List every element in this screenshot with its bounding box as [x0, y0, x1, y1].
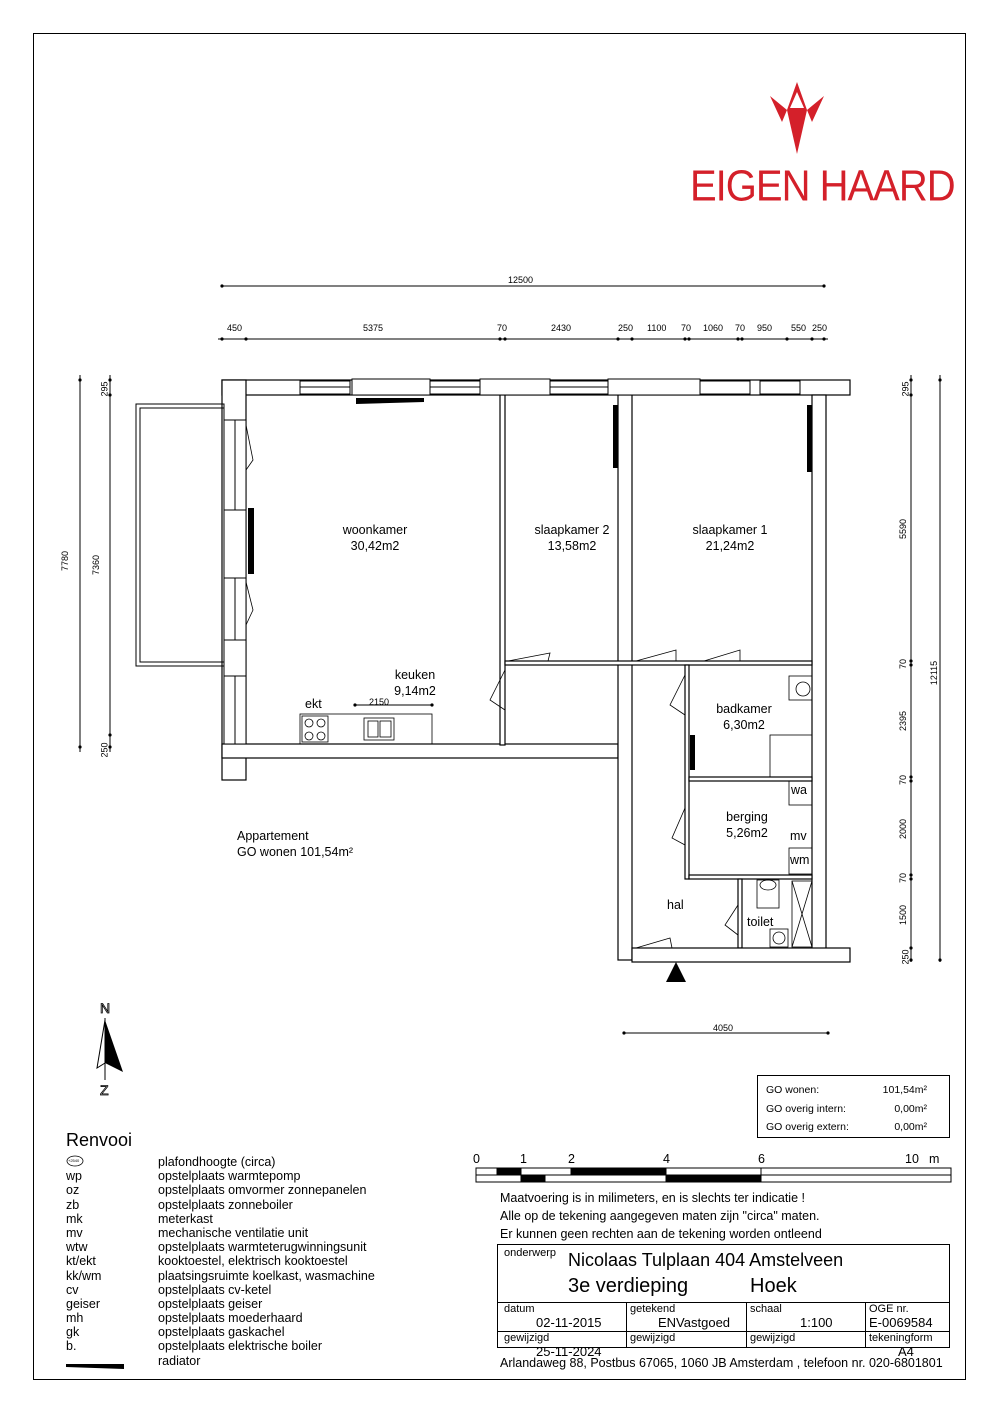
legend-key: mk — [66, 1211, 83, 1226]
schaal-label: schaal — [750, 1303, 782, 1315]
room-badkamer — [706, 701, 782, 733]
datum-label: datum — [504, 1303, 535, 1315]
dim-left-inner-1: 7360 — [91, 554, 102, 576]
dim-right-inner-4: 70 — [898, 774, 909, 786]
legend-value: plafondhoogte (circa) — [158, 1155, 276, 1169]
room-badkamer-name: badkamer — [716, 702, 772, 716]
dim-left-inner-0: 295 — [99, 381, 110, 397]
tekeningform-value: A4 — [898, 1344, 914, 1359]
gewijzigd2-label: gewijzigd — [630, 1332, 676, 1344]
legend-value: mechanische ventilatie unit — [158, 1225, 309, 1240]
legend-value: opstelplaats moederhaard — [158, 1311, 303, 1326]
legend-key: gk — [66, 1325, 80, 1340]
dim-right-inner-1: 5590 — [898, 518, 909, 540]
scale-tick-10: 10 — [905, 1152, 919, 1166]
room-hal: hal — [667, 898, 684, 912]
brand-name: EIGEN HAARD — [690, 162, 955, 211]
fixture-wm: wm — [790, 853, 810, 867]
area-label-2: GO overig extern: — [766, 1121, 849, 1133]
room-woonkamer — [320, 522, 430, 554]
scale-tick-0: 0 — [473, 1152, 480, 1166]
apartment-info — [237, 828, 353, 860]
renvooi-title: Renvooi — [66, 1130, 133, 1150]
scale-tick-1: 1 — [520, 1152, 527, 1166]
room-badkamer-area: 6,30m2 — [723, 718, 765, 732]
legend-value: meterkast — [158, 1211, 213, 1226]
room-slaapkamer-2-area: 13,58m2 — [547, 539, 597, 553]
dim-right-inner-0: 295 — [900, 381, 911, 397]
area-value-0: 101,54m² — [882, 1084, 927, 1096]
dim-right-inner-5: 2000 — [898, 818, 909, 840]
dim-total-top: 12500 — [508, 275, 534, 285]
dim-top-6: 70 — [681, 323, 692, 333]
title-block — [497, 1244, 950, 1359]
gewijzigd3-label: gewijzigd — [750, 1332, 796, 1344]
legend-key: geiser — [66, 1296, 101, 1311]
dim-right-inner-3: 2395 — [898, 710, 909, 732]
legend-value: opstelplaats warmtepomp — [158, 1169, 301, 1184]
dim-top-9: 950 — [757, 323, 773, 333]
footer-address: Arlandaweg 88, Postbus 67065, 1060 JB Amsterdam , telefoon nr. 020-6801801 — [500, 1356, 943, 1370]
legend-key: zb — [66, 1197, 80, 1212]
dim-left-inner-2: 250 — [99, 742, 110, 758]
legend-value: opstelplaats geiser — [158, 1296, 263, 1311]
room-keuken-name: keuken — [394, 668, 436, 682]
dim-right-inner-8: 250 — [900, 949, 911, 965]
dim-right-inner-2: 70 — [898, 658, 909, 670]
dim-top-3: 2430 — [551, 323, 572, 333]
scale-unit: m — [929, 1152, 940, 1166]
gewijzigd-value: 25-11-2024 — [536, 1344, 602, 1359]
fixture-ekt: ekt — [305, 697, 322, 711]
schaal-value: 1:100 — [800, 1315, 833, 1330]
area-label-1: GO overig intern: — [766, 1103, 846, 1115]
scale-tick-2: 2 — [568, 1152, 575, 1166]
legend-key: wp — [66, 1169, 82, 1184]
legend-key: kt/ekt — [66, 1254, 96, 1269]
area-summary — [757, 1075, 950, 1138]
dim-right-outer: 12115 — [929, 660, 940, 686]
dim-top-7: 1060 — [703, 323, 724, 333]
legend-value: opstelplaats warmteterugwinningsunit — [158, 1240, 367, 1255]
room-keuken — [380, 667, 450, 699]
title-type: Hoek — [750, 1275, 797, 1297]
compass-north: N — [100, 1000, 111, 1016]
room-slaapkamer-1-area: 21,24m2 — [705, 539, 755, 553]
apartment-line2: GO wonen 101,54m² — [237, 845, 354, 859]
apartment-line1: Appartement — [237, 829, 309, 843]
room-woonkamer-area: 30,42m2 — [350, 539, 400, 553]
compass-south: Z — [100, 1082, 109, 1098]
datum-value: 02-11-2015 — [536, 1315, 602, 1330]
legend-key: oz — [66, 1183, 80, 1198]
dim-right-inner-7: 1500 — [898, 904, 909, 926]
area-value-1: 0,00m² — [894, 1103, 927, 1115]
fixture-mv: mv — [790, 829, 807, 843]
note-line-2: Er kunnen geen rechten aan de tekening worden ontleend — [500, 1227, 822, 1241]
legend-value: opstelplaats cv-ketel — [158, 1282, 272, 1297]
dim-kitchen: 2150 — [369, 697, 390, 707]
onderwerp-label: onderwerp — [504, 1247, 556, 1259]
tekeningform-label: tekeningform — [869, 1332, 933, 1344]
oge-label: OGE nr. — [869, 1303, 909, 1315]
legend-value: opstelplaats omvormer zonnepanelen — [158, 1183, 367, 1198]
area-label-0: GO wonen: — [766, 1084, 820, 1096]
getekend-label: getekend — [630, 1303, 676, 1315]
room-slaapkamer-2 — [522, 522, 622, 554]
note-line-0: Maatvoering is in milimeters, en is slechts ter indicatie ! — [500, 1191, 805, 1205]
area-value-2: 0,00m² — [894, 1121, 927, 1133]
scale-tick-4: 4 — [663, 1152, 670, 1166]
legend-key: cv — [66, 1282, 79, 1297]
dim-top-1: 5375 — [363, 323, 384, 333]
legend-value: plaatsingsruimte koelkast, wasmachine — [158, 1268, 375, 1283]
dim-top-2: 70 — [497, 323, 508, 333]
legend-value: opstelplaats gaskachel — [158, 1325, 285, 1340]
dim-bottom: 4050 — [713, 1023, 734, 1033]
disclaimer-notes — [500, 1189, 822, 1243]
room-keuken-area: 9,14m2 — [394, 684, 436, 698]
room-slaapkamer-1-name: slaapkamer 1 — [692, 523, 768, 537]
gewijzigd-label: gewijzigd — [504, 1332, 550, 1344]
dim-top-8: 70 — [735, 323, 746, 333]
legend-value: kooktoestel, elektrisch kooktoestel — [158, 1254, 348, 1269]
legend-key: b. — [66, 1339, 77, 1354]
fixture-wa: wa — [791, 783, 807, 797]
room-berging-name: berging — [726, 810, 768, 824]
dim-right-inner-6: 70 — [898, 872, 909, 884]
dim-top-5: 1100 — [647, 323, 667, 333]
title-address: Nicolaas Tulplaan 404 Amstelveen — [568, 1250, 844, 1270]
room-berging-area: 5,26m2 — [726, 826, 768, 840]
getekend-value: ENVastgoed — [658, 1315, 731, 1330]
room-slaapkamer-2-name: slaapkamer 2 — [534, 523, 610, 537]
legend-key: mv — [66, 1225, 83, 1240]
title-floor: 3e verdieping — [568, 1275, 689, 1297]
dim-top-10: 550 — [791, 323, 807, 333]
legend-value: opstelplaats zonneboiler — [158, 1197, 293, 1212]
legend-key: wtw — [66, 1240, 88, 1255]
room-berging — [712, 809, 782, 841]
scale-tick-6: 6 — [758, 1152, 765, 1166]
room-woonkamer-name: woonkamer — [342, 523, 408, 537]
legend-value: opstelplaats elektrische boiler — [158, 1339, 322, 1354]
note-line-1: Alle op de tekening aangegeven maten zijn "circa" maten. — [500, 1209, 820, 1223]
room-slaapkamer-1 — [680, 522, 780, 554]
oge-value: E-0069584 — [869, 1315, 933, 1330]
dim-left-outer: 7780 — [60, 550, 71, 572]
legend-key: kk/wm — [66, 1268, 102, 1283]
dim-top-11: 250 — [812, 323, 828, 333]
dim-top-4: 250 — [618, 323, 634, 333]
legend-key: mh — [66, 1311, 84, 1326]
compass-icon — [97, 1018, 123, 1080]
dim-top-0: 450 — [227, 323, 243, 333]
room-toilet: toilet — [747, 915, 774, 929]
legend-value: radiator — [158, 1353, 201, 1368]
ceiling-marker: +2540 — [68, 1158, 80, 1163]
